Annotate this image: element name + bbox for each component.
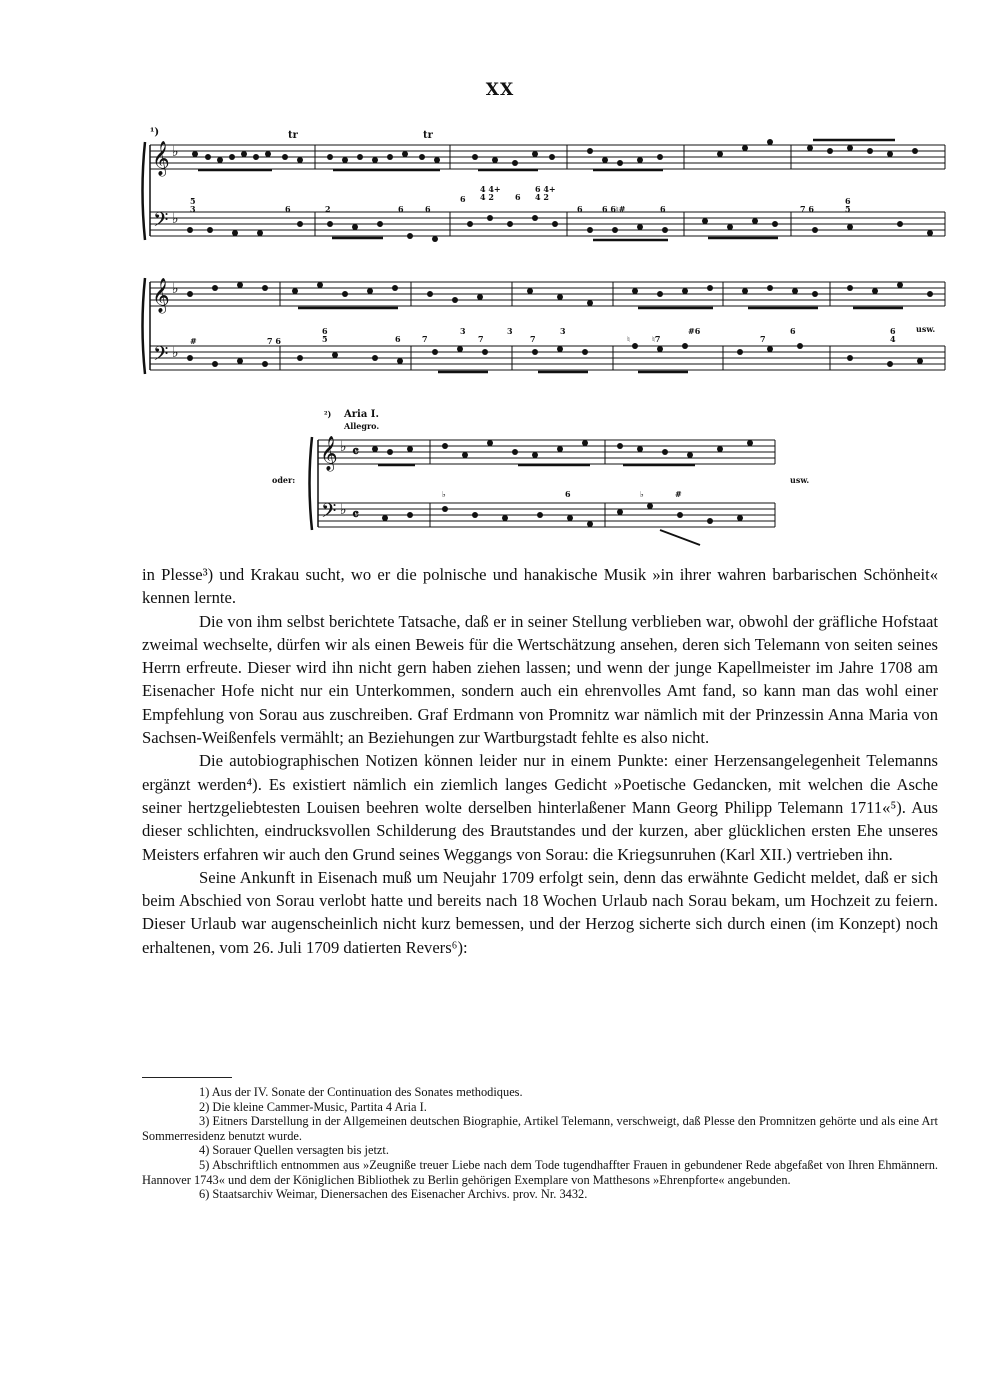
svg-text:#6: #6 (688, 326, 701, 336)
svg-text:4 4+: 4 4+ (480, 184, 501, 194)
figure: 6 (565, 489, 571, 499)
svg-text:6: 6 (515, 192, 521, 202)
svg-text:2: 2 (325, 204, 331, 214)
svg-text:4: 4 (890, 334, 896, 344)
svg-text:6 6♮#: 6 6♮# (602, 204, 626, 214)
svg-text:7 6: 7 6 (267, 336, 281, 346)
svg-text:𝄞: 𝄞 (320, 436, 338, 471)
svg-text:♭: ♭ (172, 345, 179, 361)
oder-label: oder: (272, 475, 296, 485)
figure: # (675, 489, 682, 499)
svg-text:♭: ♭ (340, 439, 347, 455)
svg-text:6: 6 (890, 326, 896, 336)
svg-text:♭: ♭ (172, 211, 179, 227)
svg-text:♮7: ♮7 (652, 334, 661, 344)
svg-text:♭: ♭ (172, 144, 179, 160)
aria-title: Aria I. (344, 409, 379, 420)
svg-text:𝄢: 𝄢 (153, 208, 169, 236)
footnote-divider (142, 1077, 232, 1078)
svg-text:𝄢: 𝄢 (321, 499, 337, 527)
svg-text:#: # (190, 336, 197, 346)
footnote: 1) Aus der IV. Sonate der Continuation des Sonates methodiques. (199, 1085, 523, 1099)
usw-label: usw. (916, 324, 936, 334)
footnote: 4) Sorauer Quellen versagten bis jetzt. (199, 1143, 389, 1158)
svg-text:5: 5 (322, 334, 328, 344)
footnote: 6) Staatsarchiv Weimar, Dienersachen des Eisenacher Archivs. prov. Nr. 3432. (199, 1187, 588, 1202)
svg-text:3: 3 (507, 326, 513, 336)
paragraph: Seine Ankunft in Eisenach muß um Neujahr 1709 erfolgt sein, denn das erwähnte Gedicht meldet, daß er sich beim Abschied von Sorau verlobt hatte und bereits nach 18 Wochen Urlaub nach Sorau bekam, um Hochzeit zu feiern. Dieser Urlaub war augenscheinlich nicht kurz bemessen, und der Herzog sicherte sich durch einen (im Konzept) noch erhaltenen, vom 26. Juli 1709 datierten Revers⁶): (142, 867, 938, 957)
svg-text:♭: ♭ (172, 281, 179, 297)
figure: ♭ (442, 489, 446, 499)
tempo-marking: Allegro. (344, 421, 380, 431)
footnote-marker: ¹) (150, 127, 160, 138)
figure: ♭ (640, 489, 644, 499)
svg-text:3: 3 (560, 326, 566, 336)
footnote-marker: ²) (324, 409, 332, 419)
svg-text:5: 5 (190, 196, 196, 206)
svg-text:7: 7 (478, 334, 484, 344)
svg-text:3: 3 (190, 204, 196, 214)
footnote: 5) Abschriftlich entnommen aus »Zeugniße treuer Liebe nach dem Tode tugendhaffter Frauen in gebundener Rede abgefaßet von Ihren Ehmännern. Hannover 1743« und dem der Königlichen Bibliothek zu Berlin gehörigen Exemplare von Matthesons »Ehrenpforte« angebunden. (142, 1157, 938, 1187)
svg-text:6: 6 (395, 334, 401, 344)
svg-text:4 2: 4 2 (535, 192, 549, 202)
svg-text:6: 6 (660, 204, 666, 214)
trill-mark: tr (288, 130, 298, 141)
svg-text:4 2: 4 2 (480, 192, 494, 202)
svg-text:𝄞: 𝄞 (152, 141, 170, 176)
footnotes (142, 1085, 938, 1202)
page-number: XX (485, 80, 515, 100)
svg-text:6: 6 (577, 204, 583, 214)
svg-text:7: 7 (422, 334, 428, 344)
svg-text:♭: ♭ (340, 502, 347, 518)
svg-text:𝄞: 𝄞 (152, 278, 170, 313)
svg-text:♮: ♮ (627, 334, 630, 344)
svg-text:𝄴: 𝄴 (352, 442, 360, 461)
paragraph: Die autobiographischen Notizen können leider nur in einem Punkte: einer Herzensangelegenheit Telemanns ergänzt werden⁴). Es existiert nämlich ein ziemlich langes Gedicht »Poetische Gedancken, mit welchen die Asche seiner hertzgeliebtesten Louisen beehren wolte derselben hinterlaßener Mann Georg Philipp Telemann 1711«⁵). Aus dieser schlichten, eindrucksvollen Schilderung des Brautstandes und der kurzen, aber glücklichen ersten Ehe unseres Meisters erfahren wir auch den Grund seines Weggangs von Sorau: die Kriegsunruhen (Karl XII.) vertrieben ihn. (142, 751, 938, 864)
paragraph: in Plesse³) und Krakau sucht, wo er die polnische und hanakische Musik »in ihrer wahren barbarischen Schönheit« kennen lernte. (142, 565, 938, 608)
svg-text:7 6: 7 6 (800, 204, 814, 214)
svg-text:3: 3 (460, 326, 466, 336)
footnote: 2) Die kleine Cammer-Music, Partita 4 Aria I. (199, 1099, 427, 1114)
svg-text:𝄴: 𝄴 (352, 505, 360, 524)
svg-text:𝄢: 𝄢 (153, 342, 169, 370)
figured-bass-1 (190, 184, 851, 214)
svg-text:6: 6 (398, 204, 404, 214)
svg-text:6 4+: 6 4+ (535, 184, 556, 194)
svg-text:7: 7 (760, 334, 766, 344)
svg-text:6: 6 (425, 204, 431, 214)
svg-text:7: 7 (530, 334, 536, 344)
usw-label: usw. (790, 475, 810, 485)
trill-mark: tr (423, 130, 433, 141)
svg-text:6: 6 (322, 326, 328, 336)
body-text (142, 563, 938, 959)
music-example-1 (140, 120, 960, 400)
music-example-2 (260, 405, 830, 565)
svg-text:6: 6 (285, 204, 291, 214)
footnote: 3) Eitners Darstellung in der Allgemeinen deutschen Biographie, Artikel Telemann, verschweigt, daß Plesse den Promnitzen gehörte und als eine Art Sommerresidenz benutzt wurde. (142, 1114, 938, 1143)
svg-text:6: 6 (460, 194, 466, 204)
svg-text:6: 6 (845, 196, 851, 206)
paragraph: Die von ihm selbst berichtete Tatsache, daß er in seiner Stellung verblieben war, obwohl der gräfliche Hofstaat zweimal wechselte, dürfen wir als einen Beweis für die Wertschätzung ansehen, deren sich Telemann von seiten seines Herrn erfreute. Dieser wird ihn nicht gern haben ziehen lassen; und wenn der junge Kapellmeister im Jahre 1708 am Eisenacher Hofe nicht nur ein Unterkommen, sondern auch ein ehrenvolles Amt fand, so kann man das wohl einer Empfehlung von Sorau aus zuschreiben. Graf Erdmann von Promnitz war nämlich mit der Prinzessin Anna Maria von Sachsen-Weißenfels vermählt; an Beziehungen zur Wartburgstadt fehlte es also nicht. (142, 611, 938, 748)
svg-text:5: 5 (845, 204, 851, 214)
svg-text:6: 6 (790, 326, 796, 336)
figured-bass-2 (190, 326, 896, 346)
